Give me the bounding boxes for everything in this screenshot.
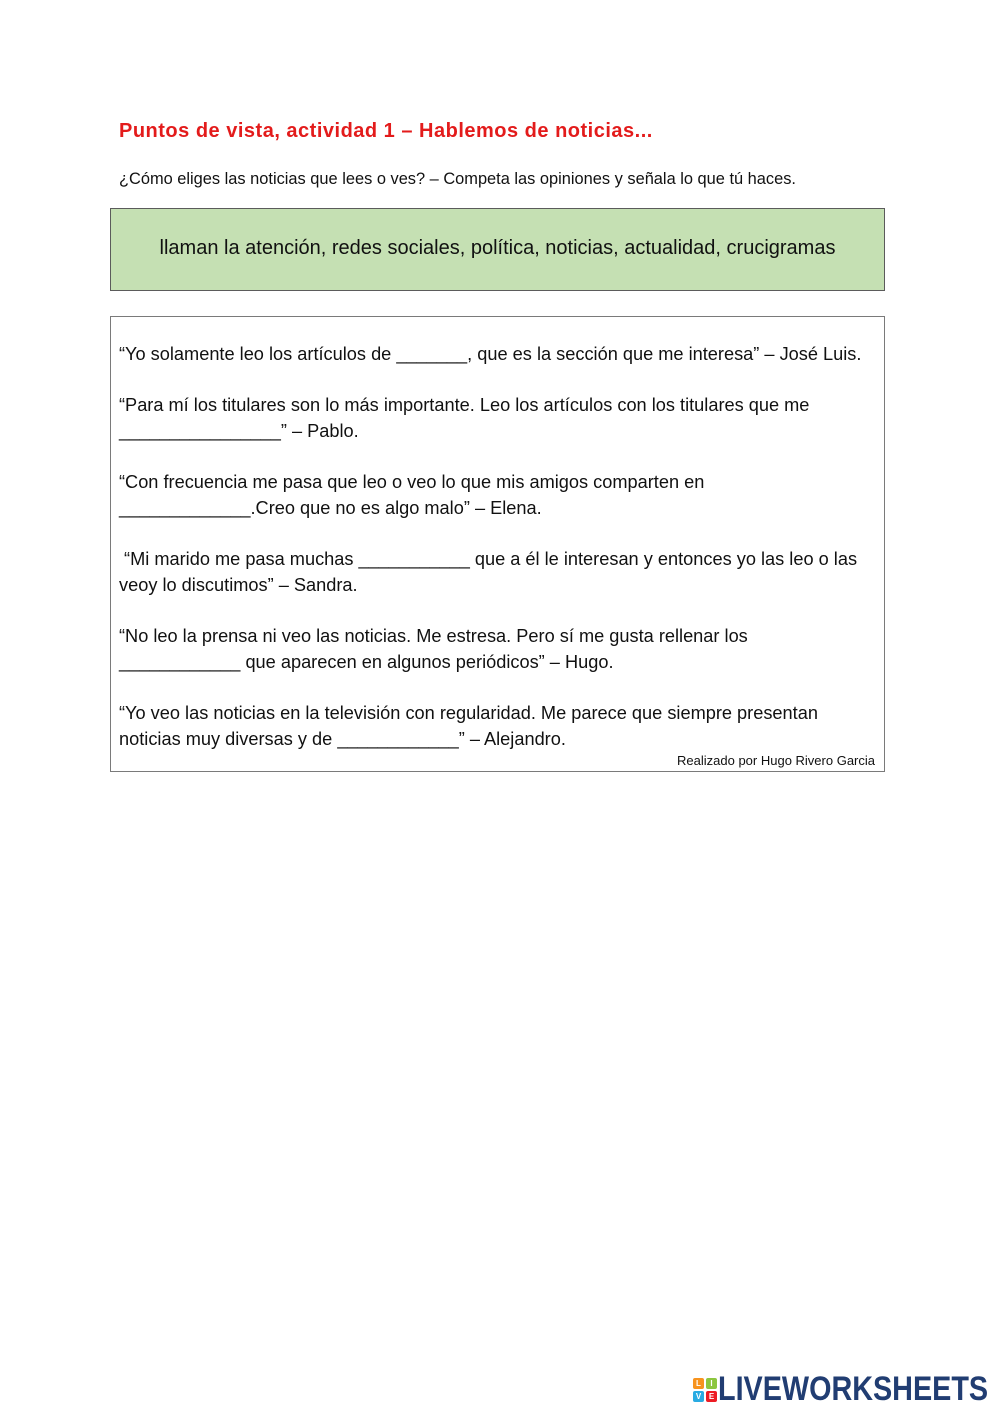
quote-line [119,700,875,726]
quote-line [119,495,875,521]
quote-item [119,546,875,598]
logo-tile: I [706,1378,717,1389]
quote-item [119,469,875,521]
quote-line [119,418,875,444]
quote-line [119,341,875,367]
quote-line [119,726,875,752]
quote-item [119,341,875,367]
logo-tile: V [693,1391,704,1402]
quote-line [119,546,875,572]
quote-text: que a él le interesan y entonces yo las leo o las [469,549,858,569]
quote-text: “Yo veo las noticias en la televisión con regularidad. Me parece que siempre presentan [119,703,818,723]
quote-text: ” – Alejandro. [458,729,566,749]
quote-text: .Creo que no es algo malo” – Elena. [250,498,542,518]
quote-text: “Yo solamente leo los artículos de [119,344,397,364]
quote-line [119,572,875,598]
answer-blank[interactable]: ____________ [119,652,241,672]
worksheet-instructions: ¿Cómo eliges las noticias que lees o ves? – Competa las opiniones y señala lo que tú haces. [119,170,796,188]
word-bank-text: llaman la atención, redes sociales, política, noticias, actualidad, crucigramas [159,237,836,259]
answer-blank[interactable]: _______ [396,344,468,364]
quote-text: “Mi marido me pasa muchas [119,549,359,569]
word-bank-box [110,208,885,291]
quote-line [119,623,875,649]
quote-text: noticias muy diversas y de [119,729,338,749]
quote-item [119,623,875,675]
answer-blank[interactable]: _____________ [119,498,251,518]
quote-item [119,392,875,444]
quote-text: “Con frecuencia me pasa que leo o veo lo que mis amigos comparten en [119,472,705,492]
worksheet-title: Puntos de vista, actividad 1 – Hablemos de noticias... [119,120,653,142]
author-credit: Realizado por Hugo Rivero Garcia [677,753,875,768]
quote-text: “No leo la prensa ni veo las noticias. Me estresa. Pero sí me gusta rellenar los [119,626,748,646]
liveworksheets-wordmark: LIVEWORKSHEETS [718,1372,989,1406]
quotes-box [110,316,885,772]
quote-text: , que es la sección que me interesa” – José Luis. [467,344,862,364]
quote-text: que aparecen en algunos periódicos” – Hugo. [240,652,614,672]
liveworksheets-logo [693,1372,990,1406]
answer-blank[interactable]: ___________ [358,549,470,569]
quote-item [119,700,875,752]
liveworksheets-logo-icon [693,1378,717,1402]
quote-line [119,469,875,495]
quote-text: “Para mí los titulares son lo más importante. Leo los artículos con los titulares que me [119,395,810,415]
logo-tile: L [693,1378,704,1389]
answer-blank[interactable]: ____________ [337,729,459,749]
logo-tile: E [706,1391,717,1402]
liveworksheets-wordmark-frame [718,1372,990,1406]
quote-line [119,649,875,675]
quote-text: ” – Pablo. [280,421,359,441]
quote-text: veoy lo discutimos” – Sandra. [119,575,358,595]
answer-blank[interactable]: ________________ [119,421,281,441]
quote-line [119,392,875,418]
